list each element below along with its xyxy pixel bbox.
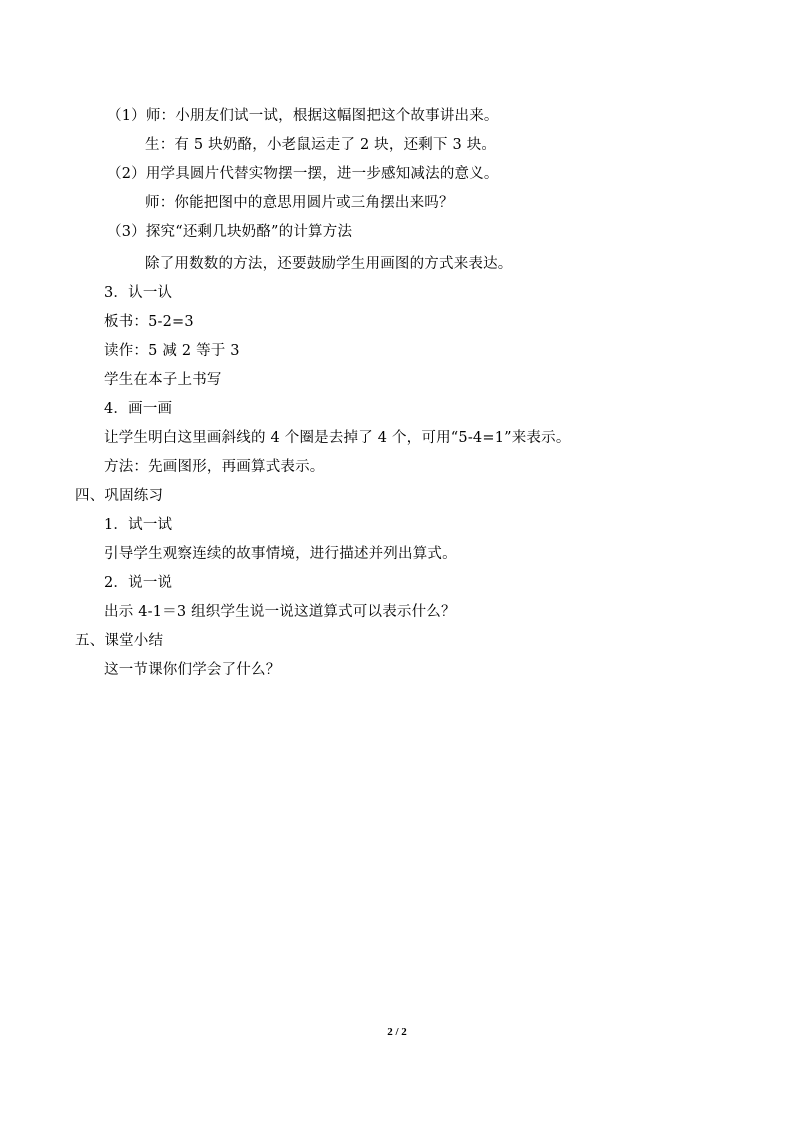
text-line: （1）师：小朋友们试一试，根据这幅图把这个故事讲出来。 — [107, 108, 499, 124]
chapter-heading: 五、课堂小结 — [75, 633, 164, 649]
text-line: 出示 4-1＝3 组织学生说一说这道算式可以表示什么？ — [104, 604, 456, 620]
section-heading: 2．说一说 — [104, 575, 173, 591]
text-line: 读作：5 减 2 等于 3 — [104, 343, 240, 359]
chapter-heading: 四、巩固练习 — [75, 488, 164, 504]
section-heading: 3．认一认 — [104, 285, 173, 301]
text-line: 生：有 5 块奶酪，小老鼠运走了 2 块，还剩下 3 块。 — [145, 137, 497, 153]
text-line: （3）探究“还剩几块奶酪”的计算方法 — [107, 224, 353, 240]
text-line: 方法：先画图形，再画算式表示。 — [104, 459, 325, 475]
text-line: （2）用学具圆片代替实物摆一摆，进一步感知减法的意义。 — [107, 166, 499, 182]
section-heading: 4．画一画 — [104, 401, 173, 417]
text-line: 引导学生观察连续的故事情境，进行描述并列出算式。 — [104, 546, 457, 562]
text-line: 板书：5-2=3 — [104, 314, 194, 330]
text-line: 师：你能把图中的意思用圆片或三角摆出来吗？ — [145, 195, 454, 211]
text-line: 学生在本子上书写 — [104, 372, 222, 388]
text-line: 让学生明白这里画斜线的 4 个圈是去掉了 4 个，可用“5-4=1”来表示。 — [104, 430, 571, 446]
section-heading: 1．试一试 — [104, 517, 173, 533]
page-number: 2 / 2 — [387, 1026, 407, 1038]
text-line: 这一节课你们学会了什么？ — [104, 662, 281, 678]
text-line: 除了用数数的方法，还要鼓励学生用画图的方式来表达。 — [145, 256, 513, 272]
